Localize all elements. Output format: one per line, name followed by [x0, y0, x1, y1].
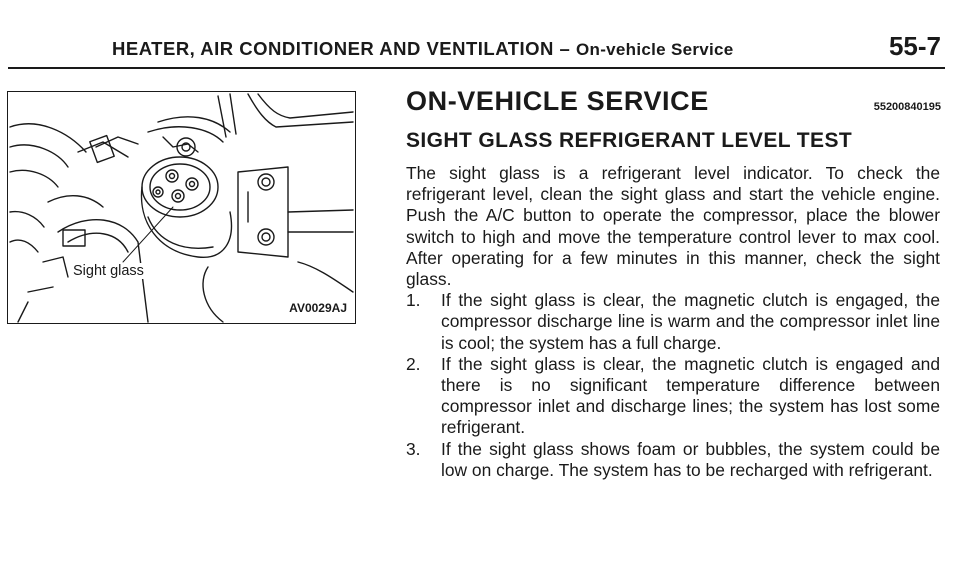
sight-glass-callout: Sight glass — [73, 263, 144, 279]
list-item — [406, 290, 940, 354]
step-text: If the sight glass shows foam or bubbles, the system could be low on charge. The system has to be recharged with refrigerant. — [441, 438, 940, 480]
header-dash: – — [553, 38, 576, 59]
section-code: 55200840195 — [873, 101, 941, 113]
steps-list — [406, 290, 940, 481]
step-number: 3. — [406, 438, 421, 459]
engine-illustration — [8, 92, 356, 324]
step-number: 1. — [406, 290, 421, 311]
step-number: 2. — [406, 353, 421, 374]
page-number: 55-7 — [888, 31, 941, 61]
figure-code: AV0029AJ — [289, 301, 347, 315]
section-title: ON-VEHICLE SERVICE — [406, 86, 709, 116]
procedure-title: SIGHT GLASS REFRIGERANT LEVEL TEST — [406, 129, 853, 152]
intro-paragraph: The sight glass is a refrigerant level indicator. To check the refrigerant level, clean the sight glass and start the vehicle engine. Push the A/C button to operate the compressor, place the blower switch to high and move the temperature control lever to max cool. After operating for a few minutes in this manner, check the sight glass. — [406, 163, 940, 290]
step-text: If the sight glass is clear, the magnetic clutch is engaged and there is no significant temperature difference between compressor inlet and discharge lines; the system has lost some refrigerant. — [441, 353, 940, 438]
step-text: If the sight glass is clear, the magnetic clutch is engaged, the compressor discharge line is warm and the compressor inlet line is cool; the system has a full charge. — [441, 290, 940, 353]
header-title: HEATER, AIR CONDITIONER AND VENTILATION — [112, 38, 554, 59]
list-item — [406, 439, 940, 481]
procedure-body — [406, 163, 940, 481]
running-header — [112, 38, 734, 60]
sight-glass-figure — [7, 91, 356, 324]
header-subtitle: On-vehicle Service — [576, 40, 734, 59]
list-item — [406, 354, 940, 439]
header-rule — [8, 67, 945, 69]
